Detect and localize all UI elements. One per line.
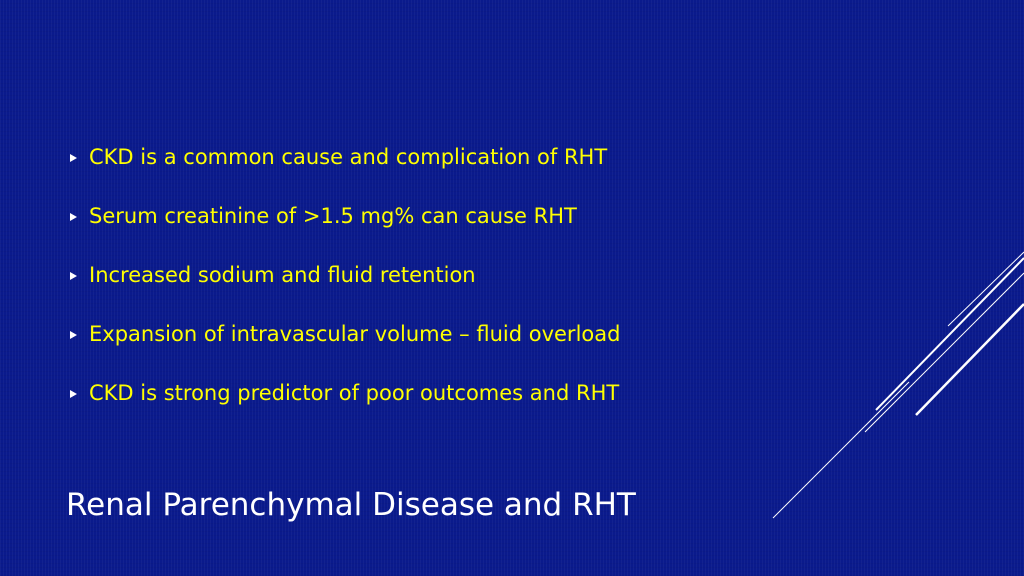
slide-title: Renal Parenchymal Disease and RHT <box>66 487 636 523</box>
triangle-bullet-icon <box>70 213 77 221</box>
triangle-bullet-icon <box>70 272 77 280</box>
bullet-list <box>70 128 620 423</box>
bullet-text: CKD is a common cause and complication of RHT <box>89 145 608 169</box>
bullet-item <box>70 187 620 246</box>
triangle-bullet-icon <box>70 390 77 398</box>
bullet-text: Increased sodium and fluid retention <box>89 263 476 287</box>
bullet-text: Serum creatinine of >1.5 mg% can cause RHT <box>89 204 577 228</box>
bullet-item <box>70 128 620 187</box>
triangle-bullet-icon <box>70 331 77 339</box>
decorative-line <box>948 252 1024 326</box>
bullet-text: Expansion of intravascular volume – fluid overload <box>89 322 621 346</box>
bullet-text: CKD is strong predictor of poor outcomes and RHT <box>89 381 620 405</box>
bullet-item <box>70 364 620 423</box>
bullet-item <box>70 305 620 364</box>
bullet-item <box>70 246 620 305</box>
decorative-line <box>916 304 1024 415</box>
decorative-line <box>865 273 1024 432</box>
decorative-line <box>876 258 1024 410</box>
triangle-bullet-icon <box>70 154 77 162</box>
decorative-line <box>773 382 909 518</box>
